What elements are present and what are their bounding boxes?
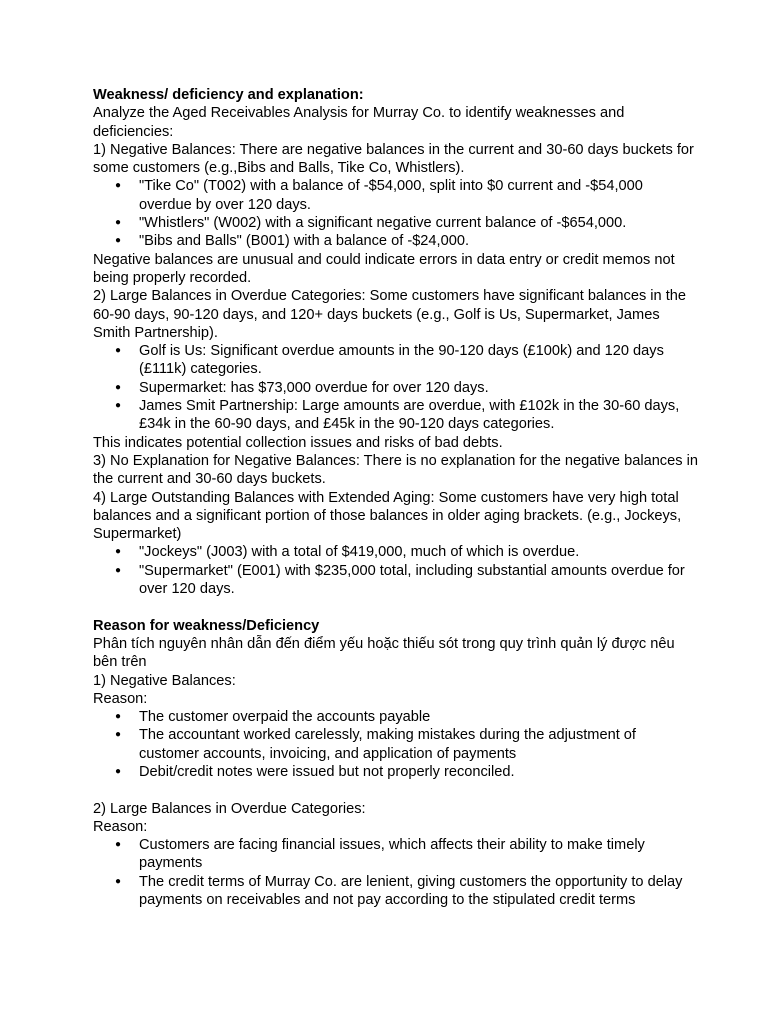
list-item: ● "Tike Co" (T002) with a balance of -$54,000, split into $0 current and -$54,000 overdue by over 120 days. — [93, 177, 698, 214]
list-item: ● "Supermarket" (E001) with $235,000 total, including substantial amounts overdue for over 120 days. — [93, 562, 698, 599]
reason1-label: Reason: — [93, 690, 148, 707]
item1-bullets — [93, 177, 698, 250]
list-item: ● The customer overpaid the accounts payable — [93, 708, 698, 726]
spacer — [93, 598, 698, 616]
list-item: ● Debit/credit notes were issued but not properly reconciled. — [93, 763, 698, 781]
list-item: ● Golf is Us: Significant overdue amounts in the 90-120 days (£100k) and 120 days (£111k) categories. — [93, 342, 698, 379]
reason1-bullets — [93, 708, 698, 781]
reason2-bullets — [93, 836, 698, 909]
reason2-title: 2) Large Balances in Overdue Categories: — [93, 800, 366, 817]
item2-note: This indicates potential collection issues and risks of bad debts. — [93, 434, 503, 451]
item3-title: 3) No Explanation for Negative Balances: There is no explanation for the negative balances in the current and 30-60 days buckets. — [93, 452, 698, 488]
section2-heading: Reason for weakness/Deficiency — [93, 617, 320, 634]
list-item: ● James Smit Partnership: Large amounts are overdue, with £102k in the 30-60 days, £34k in the 60-90 days, and £45k in the 90-120 days categories. — [93, 397, 698, 434]
list-item: ● "Bibs and Balls" (B001) with a balance of -$24,000. — [93, 232, 698, 250]
list-item: ● "Jockeys" (J003) with a total of $419,000, much of which is overdue. — [93, 543, 698, 561]
item1-note: Negative balances are unusual and could indicate errors in data entry or credit memos not being properly recorded. — [93, 251, 675, 286]
spacer — [93, 781, 698, 799]
reason1-title: 1) Negative Balances: — [93, 672, 236, 689]
item4-title: 4) Large Outstanding Balances with Extended Aging: Some customers have very high total balances and a significant portion of those balances in older aging brackets. (e.g., Jockeys, Supermarket) — [93, 489, 682, 543]
list-item: ● The accountant worked carelessly, making mistakes during the adjustment of customer accounts, invoicing, and application of payments — [93, 726, 698, 763]
item2-bullets — [93, 342, 698, 433]
item2-title: 2) Large Balances in Overdue Categories: Some customers have significant balances in the 60-90 days, 90-120 days, and 120+ days buckets (e.g., Golf is Us, Supermarket, James Smith Partnership). — [93, 288, 686, 341]
section1-intro: Analyze the Aged Receivables Analysis for Murray Co. to identify weaknesses and deficiencies: — [93, 105, 625, 140]
list-item: ● Supermarket: has $73,000 overdue for over 120 days. — [93, 379, 698, 397]
list-item: ● Customers are facing financial issues, which affects their ability to make timely payments — [93, 836, 698, 873]
item1-title: 1) Negative Balances: There are negative balances in the current and 30-60 days buckets for some customers (e.g.,Bibs and Balls, Tike Co, Whistlers). — [93, 141, 694, 177]
item4-bullets — [93, 543, 698, 598]
reason2-label: Reason: — [93, 818, 148, 835]
section1-heading: Weakness/ deficiency and explanation: — [93, 87, 364, 103]
list-item: ● The credit terms of Murray Co. are lenient, giving customers the opportunity to delay payments on receivables and not pay according to the stipulated credit terms — [93, 873, 698, 910]
section2-intro: Phân tích nguyên nhân dẫn đến điểm yếu hoặc thiếu sót trong quy trình quản lý được nêu bên trên — [93, 635, 675, 671]
list-item: ● "Whistlers" (W002) with a significant negative current balance of -$654,000. — [93, 214, 698, 232]
